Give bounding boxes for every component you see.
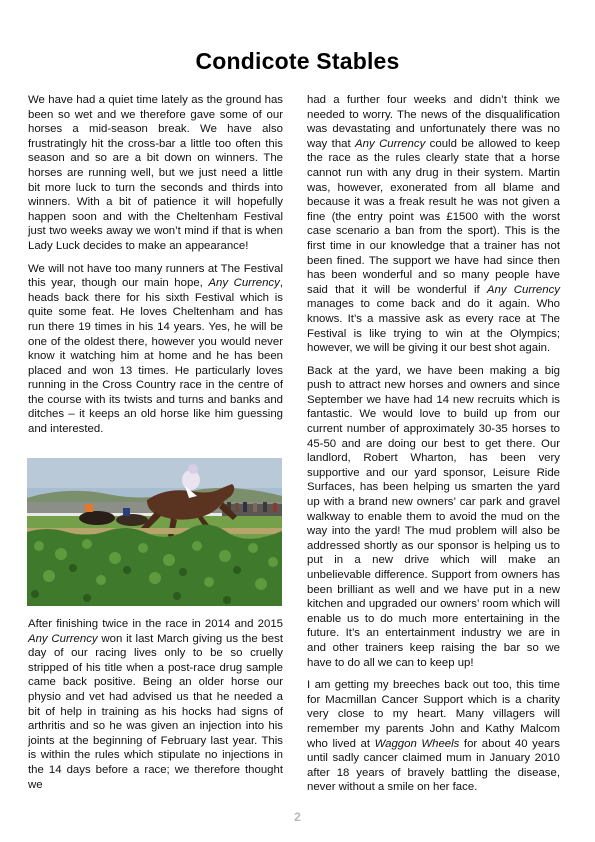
page-number: 2 — [294, 810, 301, 824]
paragraph-text: manages to come back and do it again. Who knows. It’s a massive ask as every race at The Festival is like trying to win at the Olympics; however, we will be giving it our best shot again. — [307, 298, 560, 355]
paragraph-text: , heads back there for his sixth Festival which is quite some feat. He loves Cheltenham and has run there 19 times in his 14 years. Yes, he will be one of the oldest there, however you would never know it watching him at home and he has been placed and won 13 times. He particularly loves running in the Cross Country race in the centre of the course with its twists and turns and banks and ditches – it keeps an old horse like him guessing and interested. — [28, 277, 283, 436]
right-column — [307, 93, 560, 803]
horse-name: Any Currency — [355, 137, 426, 150]
paragraph — [28, 93, 283, 254]
paragraph — [307, 364, 560, 670]
left-column-bottom — [28, 617, 283, 800]
paragraph — [28, 617, 283, 792]
paragraph — [307, 678, 560, 795]
paragraph-text: won it last March giving us the best day of our racing lives only to be so cruelly stripped of his title when a post-race drug sample came back positive. Being an older horse our physio and vet had advised us that he needed a bit of help in training as his hocks had signs of arthritis and so he was given an injection into his joints at the beginning of February last year. This is within the rules which stipulate no injections in the 14 days before a race; we therefore thought we — [28, 632, 283, 791]
paragraph-text: After finishing twice in the race in 2014 and 2015 — [28, 618, 283, 630]
paragraph-text: had a further four weeks and didn’t think we needed to worry. The news of the disqualification was devastating and unfortunately there was no way that — [307, 94, 560, 150]
paragraph — [307, 93, 560, 356]
paragraph-text: could be allowed to keep the race as the rules clearly state that a horse cannot run with any drug in their system. Martin was, however, exonerated from all blame and because it was a freak result he was not given a fine (the entry point was £1500 with the worst case scenario a ban from the sport). This is the first time in our knowledge that a trainer has not been fined. The support we have had since then has been wonderful and so many people have said that it will be wonderful if — [307, 137, 560, 296]
paragraph-text: We have had a quiet time lately as the ground has been so wet and we therefore gave some of our horses a mid-season break. We have also frustratingly hit the cross-bar a little too often this season and so are a bit down on winners. The horses are running well, but we just need a little bit more luck to turn the seconds and thirds into winners. With a bit of patience it will hopefully happen soon and with the Cheltenham Festival just two weeks away we won’t mind if that is when Lady Luck decides to make an appearance! — [28, 94, 283, 252]
page-title: Condicote Stables — [195, 48, 400, 74]
horse-name: Any Currency — [28, 632, 98, 645]
paragraph-text: Back at the yard, we have been making a big push to attract new horses and owners and since September we have had 14 new recruits which is fantastic. We would love to build up from our current number of approximately 30-35 horses to 45-50 and are doing our best to get there. Our landlord, Robert Wharton, has been very supportive and our yard sponsor, Leisure Ride Surfaces, has been helping us smarten the yard up with a brand new owners’ car park and gravel walkway to enable them to avoid the mud on the way into the yard! The mud problem will also be addressed shortly as our sponsor is helping us to put in a new drive which will make an unbelievable difference. Support from owners has been brilliant as well and we have put in a new kitchen and upgraded our owners’ room which will enable us to do much more entertaining in the future. It’s an entertainment industry we are in and other trainers keep raising the bar so we have to do all we can to keep up! — [307, 364, 560, 669]
paragraph-text: We will not have too many runners at The Festival this year, though our main hope, — [28, 262, 283, 290]
photo-sky-haze — [27, 458, 282, 488]
paragraph-text: for about 40 years until sadly cancer claimed mum in January 2010 after 18 years of bravely battling the disease, never without a smile on her face. — [307, 737, 560, 794]
place-name: Waggon Wheels — [374, 737, 460, 750]
horse-jumping-photo — [27, 458, 282, 606]
paragraph-text: I am getting my breeches back out too, this time for Macmillan Cancer Support which is a charity very close to my heart. Many villagers will remember my parents John and Kathy Malcom who lived at — [307, 679, 560, 750]
horse-name: Any Currency — [208, 277, 280, 290]
horse-name: Any Currency — [486, 283, 560, 296]
left-column-top — [28, 93, 283, 445]
paragraph — [28, 262, 283, 437]
